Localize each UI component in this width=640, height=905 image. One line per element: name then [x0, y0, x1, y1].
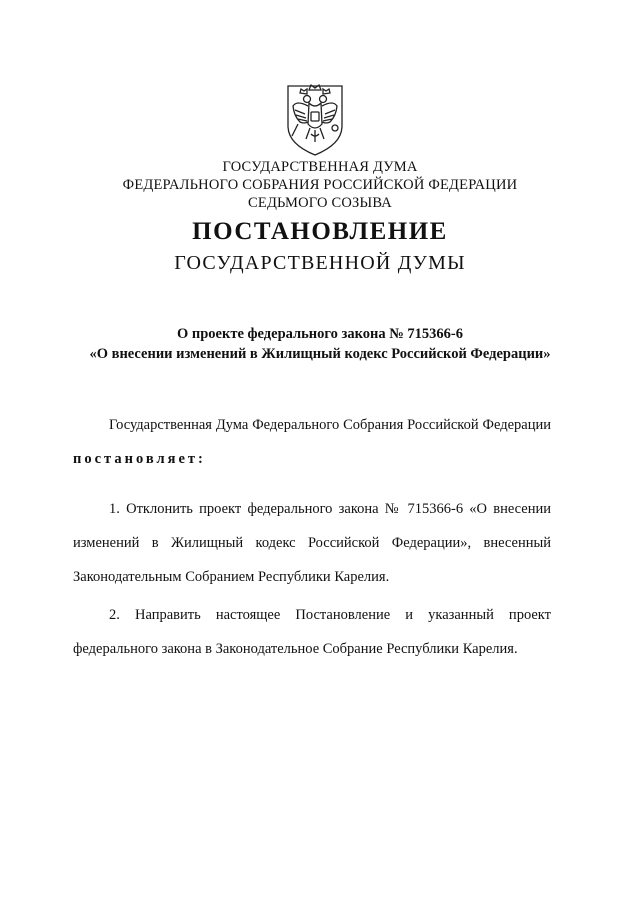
document-subject	[0, 324, 640, 364]
subject-line-bill-number: О проекте федерального закона № 715366-6	[176, 326, 464, 342]
document-type-title: ПОСТАНОВЛЕНИЕ	[192, 218, 448, 245]
russian-coat-of-arms-icon	[280, 76, 350, 158]
resolution-item-1: 1. Отклонить проект федерального закона № 715366-6 «О внесении изменений в Жилищный кодекс Российской Федерации», внесенный Законодательным Собранием Республики Карелия.	[73, 501, 551, 585]
header-line-assembly: ФЕДЕРАЛЬНОГО СОБРАНИЯ РОССИЙСКОЙ ФЕДЕРАЦИИ	[122, 177, 518, 193]
preamble-paragraph	[73, 408, 551, 476]
subject-line-bill-title: «О внесении изменений в Жилищный кодекс Российской Федерации»	[89, 346, 551, 362]
preamble-text: Государственная Дума Федерального Собрания Российской Федерации	[109, 417, 551, 433]
header-line-duma: ГОСУДАРСТВЕННАЯ ДУМА	[222, 159, 418, 175]
document-issuer-subtitle: ГОСУДАРСТВЕННОЙ ДУМЫ	[174, 252, 466, 274]
header-line-convocation: СЕДЬМОГО СОЗЫВА	[248, 195, 392, 211]
preamble-verb: постановляет:	[73, 451, 206, 467]
resolution-item-2: 2. Направить настоящее Постановление и указанный проект федерального закона в Законодательное Собрание Республики Карелия.	[73, 607, 551, 657]
issuing-body-header	[0, 158, 640, 212]
